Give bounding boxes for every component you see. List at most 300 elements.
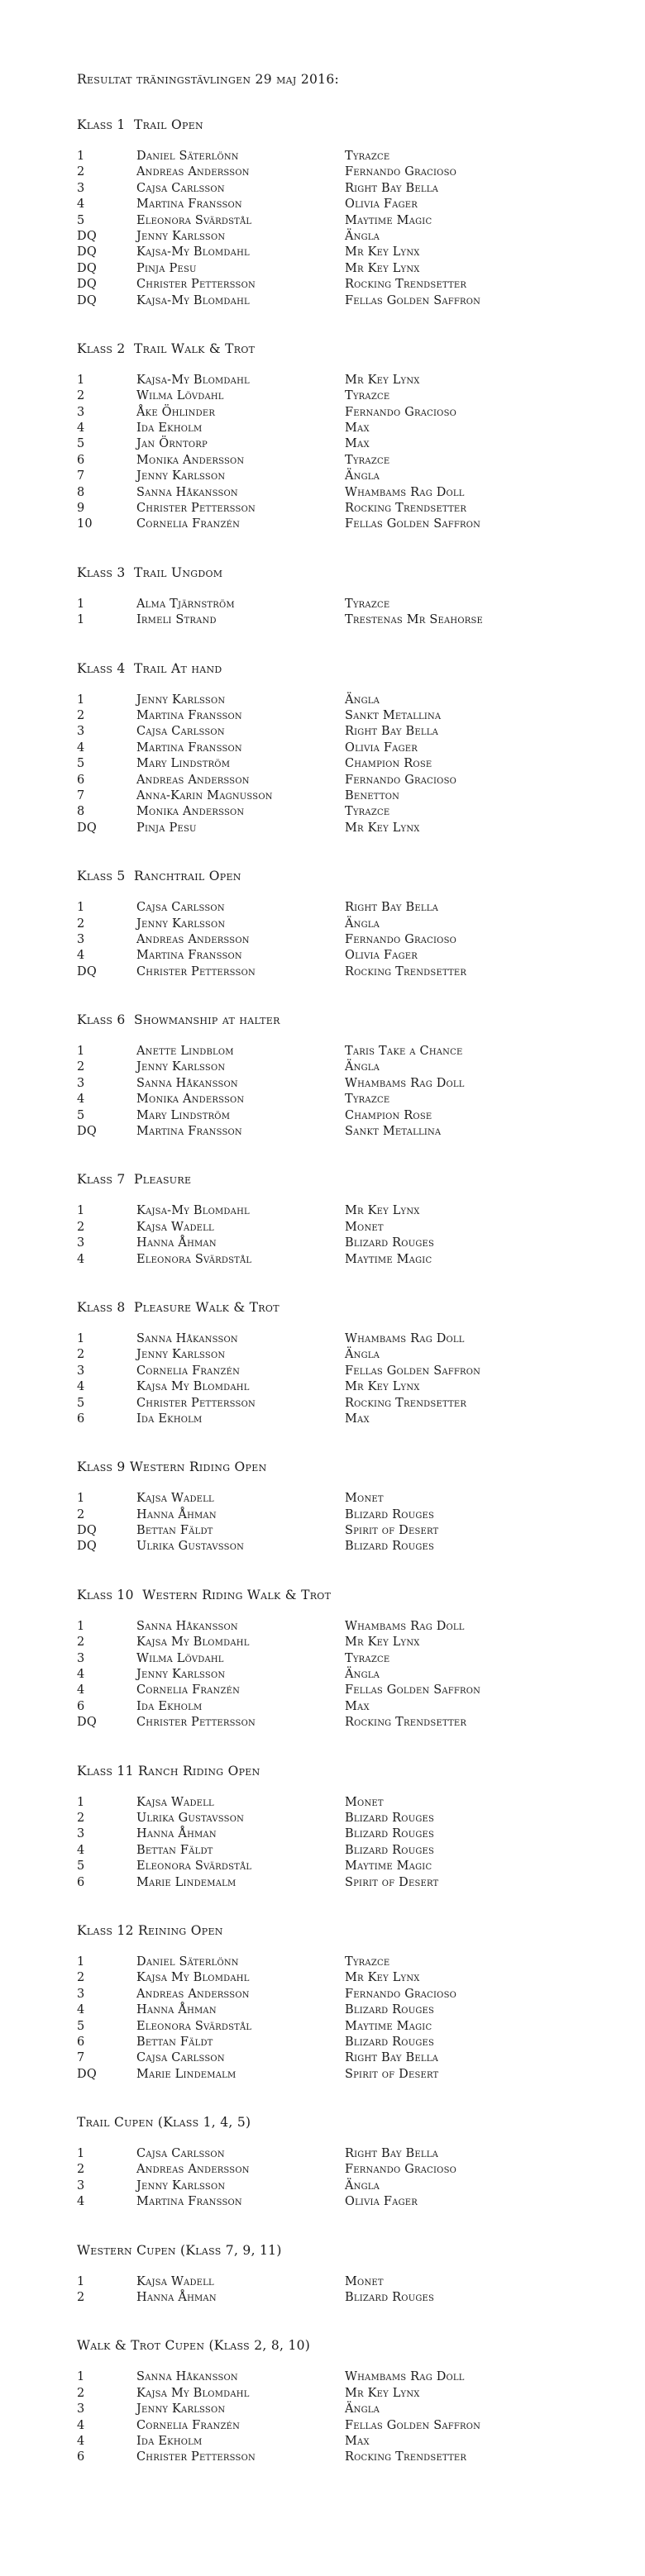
horse-name: Whambams Rag Doll	[345, 1619, 465, 1633]
placement: DQ	[77, 1524, 97, 1538]
placement: 4	[77, 1843, 85, 1857]
horse-name: Maytime Magic	[345, 2019, 432, 2033]
results-list	[77, 373, 612, 533]
result-row	[77, 1987, 612, 2002]
rider-name: Martina Fransson	[136, 949, 242, 963]
placement: 6	[77, 773, 85, 787]
rider-name: Mary Lindström	[136, 1108, 231, 1122]
placement: 3	[77, 2402, 85, 2416]
placement: 4	[77, 1252, 85, 1266]
result-row	[77, 1092, 612, 1107]
horse-name: Champion Rose	[345, 1108, 432, 1122]
rider-name: Eleonora Svärdstål	[136, 2019, 252, 2033]
class-section	[77, 1459, 612, 1555]
horse-name: Ängla	[345, 2402, 380, 2416]
result-row	[77, 932, 612, 948]
placement: 1	[77, 901, 85, 915]
placement: DQ	[77, 1540, 97, 1554]
rider-name: Alma Tjärnström	[136, 597, 235, 611]
rider-name: Jenny Karlsson	[136, 229, 226, 243]
result-row	[77, 2290, 612, 2306]
horse-name: Max	[345, 421, 370, 436]
class-title: Klass 2 Trail Walk & Trot	[77, 340, 256, 356]
rider-name: Cornelia Franzén	[136, 1683, 241, 1697]
class-title: Klass 12 Reining Open	[77, 1922, 223, 1938]
horse-name: Blizard Rouges	[345, 1507, 435, 1521]
horse-name: Rocking Trendsetter	[345, 2450, 467, 2464]
horse-name: Champion Rose	[345, 757, 432, 771]
result-row	[77, 1364, 612, 1379]
result-row	[77, 164, 612, 180]
placement: 2	[77, 2163, 85, 2177]
result-row	[77, 501, 612, 517]
horse-name: Mr Key Lynx	[345, 821, 420, 835]
result-row	[77, 1826, 612, 1842]
horse-name: Benetton	[345, 788, 400, 802]
horse-name: Right Bay Bella	[345, 2147, 438, 2161]
horse-name: Rocking Trendsetter	[345, 502, 467, 516]
result-row	[77, 2162, 612, 2178]
class-title: Klass 11 Ranch Riding Open	[77, 1763, 260, 1778]
class-section	[77, 1012, 612, 1140]
class-section	[77, 2337, 612, 2465]
placement: 2	[77, 165, 85, 179]
result-row	[77, 1683, 612, 1698]
placement: 1	[77, 1955, 85, 1969]
result-row	[77, 821, 612, 836]
horse-name: Spirit of Desert	[345, 1875, 439, 1889]
result-row	[77, 708, 612, 724]
horse-name: Rocking Trendsetter	[345, 1716, 467, 1730]
horse-name: Mr Key Lynx	[345, 261, 420, 275]
rider-name: Bettan Fäldt	[136, 1843, 213, 1857]
result-row	[77, 788, 612, 804]
result-row	[77, 181, 612, 197]
results-list	[77, 2274, 612, 2307]
placement: 4	[77, 2418, 85, 2432]
rider-name: Kajsa-My Blomdahl	[136, 245, 250, 260]
class-section	[77, 660, 612, 837]
horse-name: Blizard Rouges	[345, 1812, 435, 1825]
result-row	[77, 2178, 612, 2194]
placement: 2	[77, 917, 85, 931]
rider-name: Sanna Håkansson	[136, 1619, 238, 1633]
result-row	[77, 2434, 612, 2450]
horse-name: Mr Key Lynx	[345, 373, 420, 387]
horse-name: Right Bay Bella	[345, 901, 438, 915]
placement: DQ	[77, 245, 97, 260]
rider-name: Andreas Andersson	[136, 773, 250, 787]
placement: 2	[77, 389, 85, 403]
result-row	[77, 293, 612, 309]
placement: 5	[77, 437, 85, 451]
horse-name: Tyrazce	[345, 1955, 390, 1969]
result-row	[77, 1347, 612, 1363]
horse-name: Monet	[345, 1795, 384, 1809]
result-row	[77, 277, 612, 293]
result-row	[77, 1331, 612, 1347]
class-section	[77, 2242, 612, 2307]
horse-name: Rocking Trendsetter	[345, 964, 467, 978]
horse-name: Fernando Gracioso	[345, 2163, 457, 2177]
rider-name: Andreas Andersson	[136, 165, 250, 179]
placement: 1	[77, 373, 85, 387]
results-list	[77, 149, 612, 309]
rider-name: Bettan Fäldt	[136, 2035, 213, 2049]
horse-name: Tyrazce	[345, 453, 390, 467]
horse-name: Spirit of Desert	[345, 1524, 439, 1538]
rider-name: Anna-Karin Magnusson	[136, 788, 273, 802]
result-row	[77, 1970, 612, 1986]
horse-name: Whambams Rag Doll	[345, 1331, 465, 1345]
result-row	[77, 453, 612, 469]
result-row	[77, 373, 612, 388]
rider-name: Åke Öhlinder	[136, 405, 216, 419]
horse-name: Blizard Rouges	[345, 1827, 435, 1841]
rider-name: Eleonora Svärdstål	[136, 1252, 252, 1266]
rider-name: Pinja Pesu	[136, 261, 197, 275]
rider-name: Monika Andersson	[136, 805, 245, 819]
results-list	[77, 1491, 612, 1555]
results-sections	[77, 117, 612, 2466]
result-row	[77, 1044, 612, 1059]
result-row	[77, 1059, 612, 1075]
result-row	[77, 964, 612, 980]
horse-name: Max	[345, 1699, 370, 1713]
rider-name: Andreas Andersson	[136, 2163, 250, 2177]
rider-name: Irmeli Strand	[136, 613, 217, 627]
rider-name: Christer Pettersson	[136, 278, 256, 292]
rider-name: Daniel Säterlönn	[136, 1955, 239, 1969]
result-row	[77, 1795, 612, 1811]
rider-name: Andreas Andersson	[136, 932, 250, 946]
horse-name: Sankt Metallina	[345, 1125, 442, 1139]
result-row	[77, 1875, 612, 1891]
horse-name: Fellas Golden Saffron	[345, 2418, 481, 2432]
placement: 3	[77, 1236, 85, 1250]
horse-name: Ängla	[345, 2178, 380, 2193]
rider-name: Jenny Karlsson	[136, 917, 226, 931]
rider-name: Martina Fransson	[136, 708, 242, 722]
horse-name: Rocking Trendsetter	[345, 278, 467, 292]
class-title: Klass 7 Pleasure	[77, 1172, 192, 1188]
placement: 2	[77, 1220, 85, 1234]
result-row	[77, 2274, 612, 2290]
horse-name: Taris Take a Chance	[345, 1045, 463, 1059]
horse-name: Whambams Rag Doll	[345, 1076, 465, 1090]
result-row	[77, 261, 612, 277]
placement: 6	[77, 453, 85, 467]
placement: 1	[77, 613, 85, 627]
rider-name: Cornelia Franzén	[136, 1364, 241, 1378]
placement: 4	[77, 421, 85, 436]
result-row	[77, 1412, 612, 1427]
result-row	[77, 1220, 612, 1236]
placement: 4	[77, 2003, 85, 2017]
placement: 1	[77, 1204, 85, 1218]
placement: 4	[77, 198, 85, 212]
placement: 4	[77, 2434, 85, 2448]
horse-name: Ängla	[345, 1060, 380, 1074]
rider-name: Wilma Lövdahl	[136, 389, 224, 403]
result-row	[77, 1203, 612, 1219]
class-title: Western Cupen (Klass 7, 9, 11)	[77, 2242, 282, 2258]
result-row	[77, 1108, 612, 1124]
horse-name: Ängla	[345, 1348, 380, 1362]
class-section	[77, 564, 612, 629]
result-row	[77, 948, 612, 964]
horse-name: Mr Key Lynx	[345, 245, 420, 260]
result-row	[77, 1236, 612, 1251]
result-row	[77, 1124, 612, 1140]
placement: DQ	[77, 293, 97, 307]
horse-name: Fernando Gracioso	[345, 405, 457, 419]
horse-name: Fernando Gracioso	[345, 932, 457, 946]
result-row	[77, 213, 612, 229]
class-section	[77, 1922, 612, 2083]
result-row	[77, 1379, 612, 1395]
placement: DQ	[77, 229, 97, 243]
rider-name: Christer Pettersson	[136, 1716, 256, 1730]
placement: 2	[77, 1636, 85, 1650]
placement: DQ	[77, 1716, 97, 1730]
horse-name: Olivia Fager	[345, 949, 418, 963]
placement: 6	[77, 2450, 85, 2464]
rider-name: Sanna Håkansson	[136, 485, 238, 499]
class-title: Klass 1 Trail Open	[77, 117, 203, 132]
horse-name: Mr Key Lynx	[345, 1380, 420, 1394]
results-list	[77, 1331, 612, 1427]
placement: 4	[77, 740, 85, 755]
placement: 2	[77, 2291, 85, 2305]
class-title: Trail Cupen (Klass 1, 4, 5)	[77, 2115, 251, 2131]
placement: 5	[77, 1859, 85, 1874]
rider-name: Cornelia Franzén	[136, 517, 241, 531]
class-section	[77, 1763, 612, 1891]
result-row	[77, 1955, 612, 1970]
rider-name: Sanna Håkansson	[136, 1331, 238, 1345]
results-list	[77, 693, 612, 837]
result-row	[77, 2002, 612, 2018]
horse-name: Right Bay Bella	[345, 2051, 438, 2065]
horse-name: Right Bay Bella	[345, 725, 438, 739]
class-title: Klass 3 Trail Ungdom	[77, 564, 223, 580]
result-row	[77, 597, 612, 612]
rider-name: Kajsa My Blomdahl	[136, 1380, 250, 1394]
result-row	[77, 2019, 612, 2035]
horse-name: Ängla	[345, 1668, 380, 1682]
rider-name: Hanna Åhman	[136, 2291, 217, 2305]
placement: 7	[77, 788, 85, 802]
placement: 3	[77, 181, 85, 195]
class-title: Klass 6 Showmanship at halter	[77, 1012, 280, 1028]
rider-name: Cajsa Carlsson	[136, 2051, 225, 2065]
rider-name: Ulrika Gustavsson	[136, 1812, 245, 1825]
horse-name: Blizard Rouges	[345, 2291, 435, 2305]
placement: DQ	[77, 261, 97, 275]
class-title: Klass 9 Western Riding Open	[77, 1459, 267, 1475]
result-row	[77, 773, 612, 788]
horse-name: Tyrazce	[345, 1651, 390, 1665]
placement: 3	[77, 725, 85, 739]
rider-name: Kajsa My Blomdahl	[136, 1971, 250, 1985]
rider-name: Kajsa Wadell	[136, 1220, 214, 1234]
rider-name: Jenny Karlsson	[136, 1348, 226, 1362]
rider-name: Monika Andersson	[136, 1093, 245, 1107]
result-row	[77, 245, 612, 260]
result-row	[77, 485, 612, 501]
results-list	[77, 597, 612, 629]
horse-name: Fellas Golden Saffron	[345, 517, 481, 531]
horse-name: Ängla	[345, 917, 380, 931]
result-row	[77, 917, 612, 932]
rider-name: Marie Lindemalm	[136, 2067, 236, 2081]
placement: 4	[77, 949, 85, 963]
result-row	[77, 1859, 612, 1874]
horse-name: Whambams Rag Doll	[345, 2370, 465, 2384]
rider-name: Jenny Karlsson	[136, 2402, 226, 2416]
placement: 1	[77, 1492, 85, 1506]
class-title: Klass 8 Pleasure Walk & Trot	[77, 1299, 280, 1315]
rider-name: Kajsa Wadell	[136, 1492, 214, 1506]
result-row	[77, 1667, 612, 1683]
placement: DQ	[77, 821, 97, 835]
placement: 4	[77, 1668, 85, 1682]
result-row	[77, 421, 612, 436]
result-row	[77, 612, 612, 628]
results-list	[77, 2146, 612, 2211]
horse-name: Monet	[345, 1492, 384, 1506]
horse-name: Fellas Golden Saffron	[345, 293, 481, 307]
result-row	[77, 2450, 612, 2465]
placement: 2	[77, 708, 85, 722]
placement: 3	[77, 1364, 85, 1378]
rider-name: Jan Örntorp	[136, 437, 208, 451]
result-row	[77, 1635, 612, 1650]
rider-name: Ida Ekholm	[136, 1412, 203, 1426]
horse-name: Whambams Rag Doll	[345, 485, 465, 499]
horse-name: Max	[345, 2434, 370, 2448]
class-section	[77, 1171, 612, 1268]
class-section	[77, 1587, 612, 1731]
result-row	[77, 693, 612, 708]
rider-name: Marie Lindemalm	[136, 1875, 236, 1889]
placement: 3	[77, 1827, 85, 1841]
result-row	[77, 469, 612, 484]
rider-name: Christer Pettersson	[136, 964, 256, 978]
rider-name: Sanna Håkansson	[136, 2370, 238, 2384]
rider-name: Ulrika Gustavsson	[136, 1540, 245, 1554]
rider-name: Jenny Karlsson	[136, 693, 226, 707]
horse-name: Fernando Gracioso	[345, 1987, 457, 2001]
result-row	[77, 388, 612, 404]
rider-name: Cajsa Carlsson	[136, 181, 225, 195]
rider-name: Cajsa Carlsson	[136, 2147, 225, 2161]
horse-name: Fellas Golden Saffron	[345, 1364, 481, 1378]
class-title: Klass 10 Western Riding Walk & Trot	[77, 1587, 332, 1602]
horse-name: Mr Key Lynx	[345, 1636, 420, 1650]
result-row	[77, 517, 612, 532]
horse-name: Tyrazce	[345, 597, 390, 611]
rider-name: Martina Fransson	[136, 2195, 242, 2209]
result-row	[77, 2050, 612, 2066]
placement: 1	[77, 2370, 85, 2384]
horse-name: Max	[345, 1412, 370, 1426]
placement: 1	[77, 150, 85, 163]
rider-name: Wilma Lövdahl	[136, 1651, 224, 1665]
horse-name: Maytime Magic	[345, 1859, 432, 1874]
placement: 6	[77, 1699, 85, 1713]
placement: 3	[77, 405, 85, 419]
placement: 1	[77, 1331, 85, 1345]
rider-name: Christer Pettersson	[136, 1396, 256, 1410]
horse-name: Trestenas Mr Seahorse	[345, 613, 483, 627]
horse-name: Right Bay Bella	[345, 181, 438, 195]
rider-name: Kajsa Wadell	[136, 1795, 214, 1809]
result-row	[77, 2035, 612, 2050]
result-row	[77, 1651, 612, 1667]
placement: 10	[77, 517, 93, 531]
result-row	[77, 740, 612, 756]
horse-name: Monet	[345, 1220, 384, 1234]
placement: 4	[77, 1683, 85, 1697]
rider-name: Eleonora Svärdstål	[136, 213, 252, 227]
placement: DQ	[77, 278, 97, 292]
rider-name: Martina Fransson	[136, 1125, 242, 1139]
rider-name: Anette Lindblom	[136, 1045, 234, 1059]
class-section	[77, 117, 612, 309]
result-row	[77, 229, 612, 245]
result-row	[77, 1396, 612, 1412]
page-title: Resultat träningstävlingen 29 maj 2016:	[77, 72, 340, 87]
horse-name: Olivia Fager	[345, 740, 418, 755]
result-row	[77, 1252, 612, 1268]
results-list	[77, 1955, 612, 2083]
placement: 4	[77, 2195, 85, 2209]
placement: 6	[77, 2035, 85, 2049]
rider-name: Eleonora Svärdstål	[136, 1859, 252, 1874]
placement: 1	[77, 1619, 85, 1633]
rider-name: Cajsa Carlsson	[136, 725, 225, 739]
rider-name: Mary Lindström	[136, 757, 231, 771]
horse-name: Rocking Trendsetter	[345, 1396, 467, 1410]
rider-name: Kajsa Wadell	[136, 2274, 214, 2288]
rider-name: Andreas Andersson	[136, 1987, 250, 2001]
horse-name: Tyrazce	[345, 150, 390, 163]
result-row	[77, 2402, 612, 2417]
result-row	[77, 2067, 612, 2083]
placement: 9	[77, 502, 85, 516]
placement: 1	[77, 1045, 85, 1059]
placement: 2	[77, 1060, 85, 1074]
rider-name: Kajsa My Blomdahl	[136, 2386, 250, 2400]
horse-name: Blizard Rouges	[345, 2035, 435, 2049]
rider-name: Hanna Åhman	[136, 1507, 217, 1521]
horse-name: Sankt Metallina	[345, 708, 442, 722]
rider-name: Monika Andersson	[136, 453, 245, 467]
horse-name: Blizard Rouges	[345, 2003, 435, 2017]
horse-name: Blizard Rouges	[345, 1236, 435, 1250]
rider-name: Martina Fransson	[136, 740, 242, 755]
rider-name: Pinja Pesu	[136, 821, 197, 835]
horse-name: Olivia Fager	[345, 2195, 418, 2209]
rider-name: Martina Fransson	[136, 198, 242, 212]
placement: 4	[77, 1093, 85, 1107]
placement: 5	[77, 757, 85, 771]
horse-name: Mr Key Lynx	[345, 1971, 420, 1985]
placement: DQ	[77, 1125, 97, 1139]
placement: 6	[77, 1875, 85, 1889]
